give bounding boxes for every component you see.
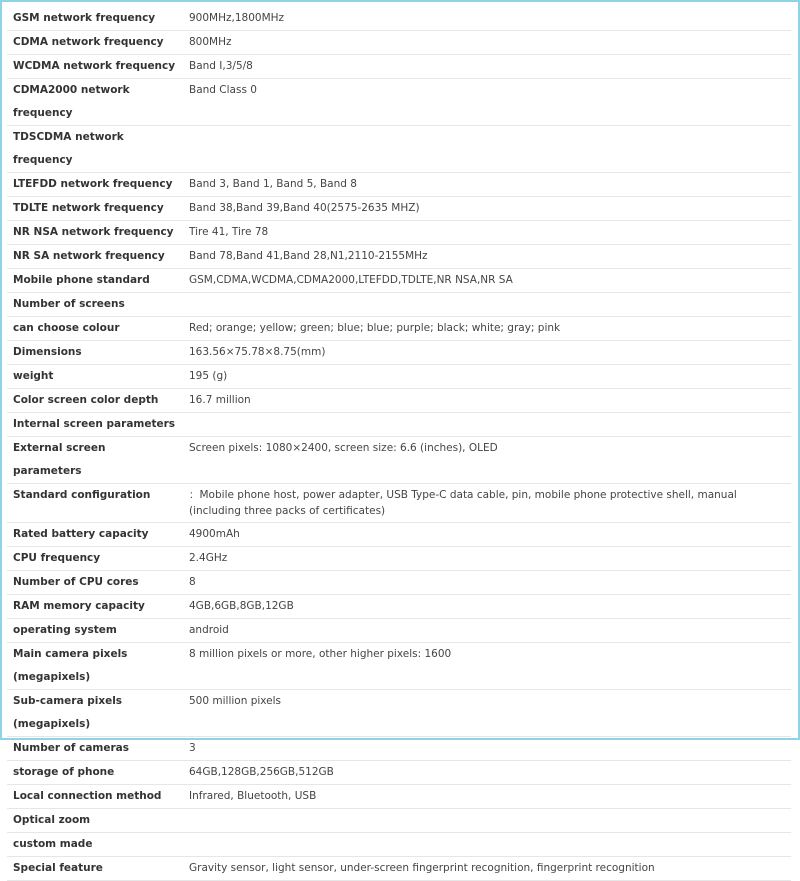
spec-value: 163.56×75.78×8.75(mm) (183, 341, 791, 365)
spec-value (183, 809, 791, 833)
spec-table (7, 7, 791, 881)
spec-label: Special feature (7, 857, 183, 881)
spec-label: Standard configuration (7, 484, 183, 523)
spec-value: ：Mobile phone host, power adapter, USB Type-C data cable, pin, mobile phone protective shell, manual (including three packs of certificates) (183, 484, 791, 523)
spec-label: Color screen color depth (7, 389, 183, 413)
spec-row (7, 595, 791, 619)
spec-row (7, 245, 791, 269)
spec-label: LTEFDD network frequency (7, 173, 183, 197)
spec-row (7, 173, 791, 197)
spec-value: Screen pixels: 1080×2400, screen size: 6.6 (inches), OLED (183, 437, 791, 484)
spec-value: Red; orange; yellow; green; blue; blue; purple; black; white; gray; pink (183, 317, 791, 341)
spec-label: WCDMA network frequency (7, 55, 183, 79)
spec-row (7, 761, 791, 785)
spec-label: External screen parameters (7, 437, 183, 484)
spec-row (7, 857, 791, 881)
spec-value: 4900mAh (183, 523, 791, 547)
spec-row (7, 643, 791, 690)
spec-value: android (183, 619, 791, 643)
spec-value: Infrared, Bluetooth, USB (183, 785, 791, 809)
spec-row (7, 293, 791, 317)
spec-value (183, 413, 791, 437)
spec-label: NR SA network frequency (7, 245, 183, 269)
spec-value: 16.7 million (183, 389, 791, 413)
spec-label: CDMA network frequency (7, 31, 183, 55)
spec-label: Number of cameras (7, 737, 183, 761)
spec-row (7, 809, 791, 833)
spec-label: Number of CPU cores (7, 571, 183, 595)
spec-row (7, 785, 791, 809)
spec-label: Sub-camera pixels (megapixels) (7, 690, 183, 737)
spec-value: 3 (183, 737, 791, 761)
spec-row (7, 413, 791, 437)
spec-row (7, 126, 791, 173)
spec-row (7, 690, 791, 737)
spec-row (7, 341, 791, 365)
spec-row (7, 317, 791, 341)
spec-value: 195 (g) (183, 365, 791, 389)
spec-row (7, 389, 791, 413)
spec-label: Internal screen parameters (7, 413, 183, 437)
spec-row (7, 269, 791, 293)
spec-value: 2.4GHz (183, 547, 791, 571)
spec-row (7, 484, 791, 523)
spec-row (7, 833, 791, 857)
spec-value: Tire 41, Tire 78 (183, 221, 791, 245)
spec-row (7, 571, 791, 595)
spec-value: Band 38,Band 39,Band 40(2575-2635 MHZ) (183, 197, 791, 221)
spec-row (7, 737, 791, 761)
spec-label: RAM memory capacity (7, 595, 183, 619)
spec-row (7, 547, 791, 571)
spec-label: GSM network frequency (7, 7, 183, 31)
spec-value: Gravity sensor, light sensor, under-screen fingerprint recognition, fingerprint recognition (183, 857, 791, 881)
spec-value (183, 126, 791, 173)
spec-label: custom made (7, 833, 183, 857)
spec-label: Dimensions (7, 341, 183, 365)
spec-value: GSM,CDMA,WCDMA,CDMA2000,LTEFDD,TDLTE,NR NSA,NR SA (183, 269, 791, 293)
spec-value: 900MHz,1800MHz (183, 7, 791, 31)
spec-row (7, 619, 791, 643)
spec-table-body (7, 7, 791, 881)
spec-value: 500 million pixels (183, 690, 791, 737)
spec-row (7, 221, 791, 245)
spec-value (183, 293, 791, 317)
spec-row (7, 197, 791, 221)
spec-row (7, 79, 791, 126)
spec-value: 4GB,6GB,8GB,12GB (183, 595, 791, 619)
spec-label: CDMA2000 network frequency (7, 79, 183, 126)
spec-label: Main camera pixels (megapixels) (7, 643, 183, 690)
spec-label: operating system (7, 619, 183, 643)
spec-label: can choose colour (7, 317, 183, 341)
spec-row (7, 55, 791, 79)
spec-label: Rated battery capacity (7, 523, 183, 547)
spec-value: 64GB,128GB,256GB,512GB (183, 761, 791, 785)
spec-row (7, 7, 791, 31)
spec-label: Mobile phone standard (7, 269, 183, 293)
spec-label: TDSCDMA network frequency (7, 126, 183, 173)
spec-value: Band I,3/5/8 (183, 55, 791, 79)
spec-value: Band 78,Band 41,Band 28,N1,2110-2155MHz (183, 245, 791, 269)
spec-label: CPU frequency (7, 547, 183, 571)
spec-label: Optical zoom (7, 809, 183, 833)
spec-value: Band Class 0 (183, 79, 791, 126)
spec-label: TDLTE network frequency (7, 197, 183, 221)
spec-value: 8 million pixels or more, other higher pixels: 1600 (183, 643, 791, 690)
spec-row (7, 437, 791, 484)
spec-row (7, 523, 791, 547)
spec-row (7, 365, 791, 389)
spec-value (183, 833, 791, 857)
spec-row (7, 31, 791, 55)
spec-label: Number of screens (7, 293, 183, 317)
spec-label: NR NSA network frequency (7, 221, 183, 245)
spec-value: 8 (183, 571, 791, 595)
spec-label: weight (7, 365, 183, 389)
spec-label: Local connection method (7, 785, 183, 809)
spec-label: storage of phone (7, 761, 183, 785)
spec-value: Band 3, Band 1, Band 5, Band 8 (183, 173, 791, 197)
spec-value: 800MHz (183, 31, 791, 55)
